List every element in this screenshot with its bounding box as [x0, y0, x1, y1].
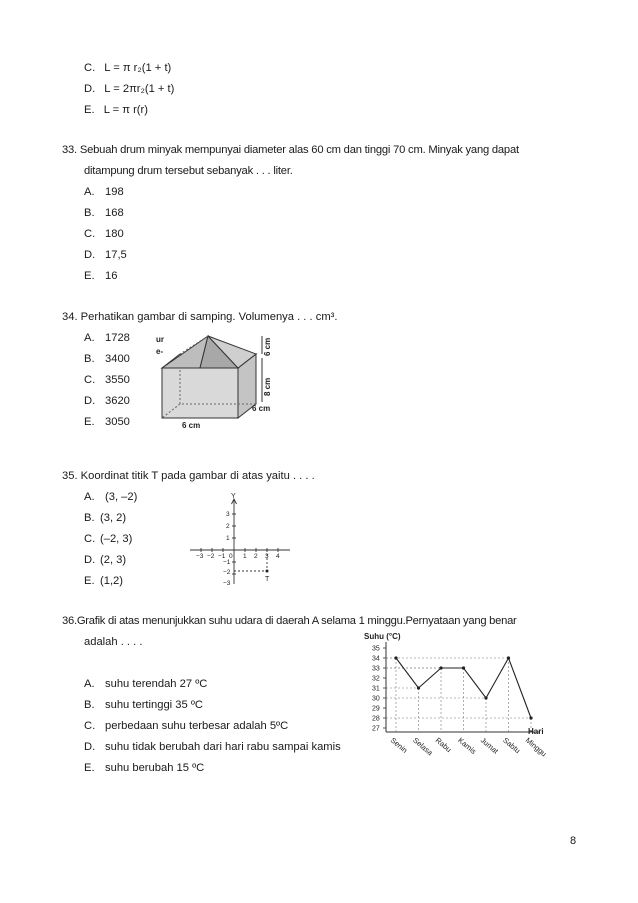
chart-data-point [394, 656, 397, 659]
prev-option-e [84, 103, 148, 117]
chart-y-tick-label: 33 [372, 665, 380, 673]
option-d [84, 553, 127, 567]
chart-category-label: Sabtu [501, 735, 523, 756]
chart-y-tick-label: 30 [372, 695, 380, 703]
option-text: 168 [105, 207, 124, 219]
y-tick-label: 2 [226, 523, 230, 530]
option-letter: E. [84, 416, 95, 428]
option-letter: D. [84, 741, 96, 753]
label-depth: 6 cm [252, 404, 271, 413]
chart-y-tick-label: 29 [372, 705, 380, 713]
chart-category-label: Jumat [478, 735, 501, 756]
question-number: 33. [62, 144, 77, 156]
option-d [84, 740, 341, 754]
option-text: (1,2) [100, 575, 124, 587]
option-letter: C. [84, 228, 96, 240]
option-letter: C. [84, 62, 96, 74]
option-c [84, 532, 133, 546]
y-tick-label: −2 [223, 569, 231, 576]
option-text: 3400 [105, 353, 130, 365]
x-tick-label: 0 [229, 553, 233, 560]
chart-y-tick-label: 32 [372, 675, 380, 683]
x-tick-label: −1 [218, 553, 226, 560]
chart-y-tick-label: 28 [372, 715, 380, 723]
x-tick-label: −3 [196, 553, 204, 560]
chart-category-label: Selasa [411, 735, 435, 758]
y-axis-label: Y [231, 493, 236, 500]
option-letter: D. [84, 395, 96, 407]
y-tick-label: 3 [226, 511, 230, 518]
chart-category-label: Senin [388, 735, 410, 755]
option-text: 1728 [105, 332, 130, 344]
option-text: (–2, 3) [100, 533, 133, 545]
prism-front-face [162, 368, 238, 418]
option-letter: E. [84, 270, 95, 282]
option-letter: B. [84, 512, 95, 524]
chart-data-point [507, 656, 510, 659]
chart-category-label: Rabu [433, 735, 454, 755]
point-t-label: T [265, 576, 270, 583]
option-text: 3550 [105, 374, 130, 386]
question-line-1: Grafik di atas menunjukkan suhu udara di daerah A selama 1 minggu.Pernyataan yang benar [76, 615, 517, 627]
y-tick-label: −3 [223, 580, 231, 587]
question-text [62, 310, 337, 324]
question-line-2: adalah . . . . [84, 636, 143, 648]
chart-data-point [462, 666, 465, 669]
option-text: L = π r₂(1 + t) [104, 62, 172, 74]
page-number: 8 [570, 835, 577, 847]
question-text [62, 614, 517, 628]
chart-category-label: Minggu [523, 735, 549, 759]
option-b [84, 352, 130, 366]
option-b [84, 206, 124, 220]
y-tick-label: 1 [226, 535, 230, 542]
x-tick-label: 4 [276, 553, 280, 560]
option-text: suhu terendah 27 ºC [105, 678, 208, 690]
option-text: suhu tertinggi 35 ºC [105, 699, 203, 711]
option-text: suhu berubah 15 ºC [105, 762, 205, 774]
question-line-1: Sebuah drum minyak mempunyai diameter alas 60 cm dan tinggi 70 cm. Minyak yang dapat [79, 144, 519, 156]
chart-y-tick-label: 35 [372, 645, 380, 653]
prev-option-c [84, 61, 171, 75]
y-tick-label: −1 [223, 559, 231, 566]
coordinate-plane [186, 492, 296, 587]
question-line-2: ditampung drum tersebut sebanyak . . . liter. [84, 165, 293, 177]
option-a [84, 331, 130, 345]
question-text [62, 469, 315, 483]
option-e [84, 415, 130, 429]
chart-x-axis-label: Hari [528, 727, 544, 736]
prev-option-d [84, 82, 174, 96]
option-letter: B. [84, 207, 95, 219]
x-tick-label: 3 [265, 553, 269, 560]
question-number: 34. [62, 311, 78, 323]
option-b [84, 511, 127, 525]
x-tick-label: 2 [254, 553, 258, 560]
option-text: suhu tidak berubah dari hari rabu sampai kamis [105, 741, 341, 753]
option-e [84, 269, 118, 283]
chart-y-tick-label: 34 [372, 655, 380, 663]
option-b [84, 698, 203, 712]
option-letter: D. [84, 83, 96, 95]
option-text: (3, –2) [105, 491, 138, 503]
cut-text-fragment-1: ur [156, 335, 164, 344]
option-letter: C. [84, 374, 96, 386]
option-text: (2, 3) [100, 554, 127, 566]
chart-y-tick-label: 31 [372, 685, 380, 693]
option-d [84, 248, 127, 262]
chart-y-axis-label: Suhu (°C) [364, 632, 401, 641]
question-number: 35. [62, 470, 78, 482]
prism-figure [148, 328, 283, 430]
option-letter: A. [84, 332, 95, 344]
x-tick-label: 1 [243, 553, 247, 560]
label-width: 6 cm [182, 421, 201, 430]
option-e [84, 761, 205, 775]
option-text: perbedaan suhu terbesar adalah 5ºC [105, 720, 289, 732]
option-letter: C. [84, 533, 96, 545]
option-letter: E. [84, 762, 95, 774]
option-c [84, 373, 130, 387]
chart-y-tick-label: 27 [372, 725, 380, 733]
option-letter: C. [84, 720, 96, 732]
point-t [266, 570, 269, 573]
option-e [84, 574, 124, 588]
question-line-1: Koordinat titik T pada gambar di atas yaitu . . . . [80, 470, 315, 482]
question-number: 36. [62, 615, 77, 627]
chart-data-point [529, 716, 532, 719]
option-letter: E. [84, 575, 95, 587]
option-d [84, 394, 130, 408]
option-a [84, 185, 124, 199]
chart-data-point [484, 696, 487, 699]
option-c [84, 227, 124, 241]
option-a [84, 677, 208, 691]
option-text: 17,5 [105, 249, 127, 261]
chart-data-point [417, 686, 420, 689]
option-letter: A. [84, 186, 95, 198]
option-text: 3050 [105, 416, 130, 428]
question-line-1: Perhatikan gambar di samping. Volumenya . . . cm³. [80, 311, 338, 323]
option-letter: E. [84, 104, 95, 116]
option-letter: D. [84, 249, 96, 261]
chart-data-point [439, 666, 442, 669]
option-letter: A. [84, 678, 95, 690]
option-letter: A. [84, 491, 95, 503]
option-letter: B. [84, 699, 95, 711]
option-a [84, 490, 138, 504]
option-text: 198 [105, 186, 124, 198]
option-text: (3, 2) [100, 512, 127, 524]
label-pyramid-height: 6 cm [263, 337, 272, 356]
label-prism-height: 8 cm [263, 377, 272, 396]
option-letter: B. [84, 353, 95, 365]
temperature-chart [340, 628, 585, 788]
cut-text-fragment-2: e- [156, 347, 164, 356]
chart-category-label: Kamis [456, 735, 478, 756]
option-text: L = π r(r) [103, 104, 148, 116]
x-tick-label: −2 [207, 553, 215, 560]
option-text: 16 [105, 270, 118, 282]
option-c [84, 719, 289, 733]
option-letter: D. [84, 554, 96, 566]
question-text [62, 143, 519, 157]
option-text: L = 2πr₂(1 + t) [104, 83, 175, 95]
option-text: 180 [105, 228, 124, 240]
option-text: 3620 [105, 395, 130, 407]
